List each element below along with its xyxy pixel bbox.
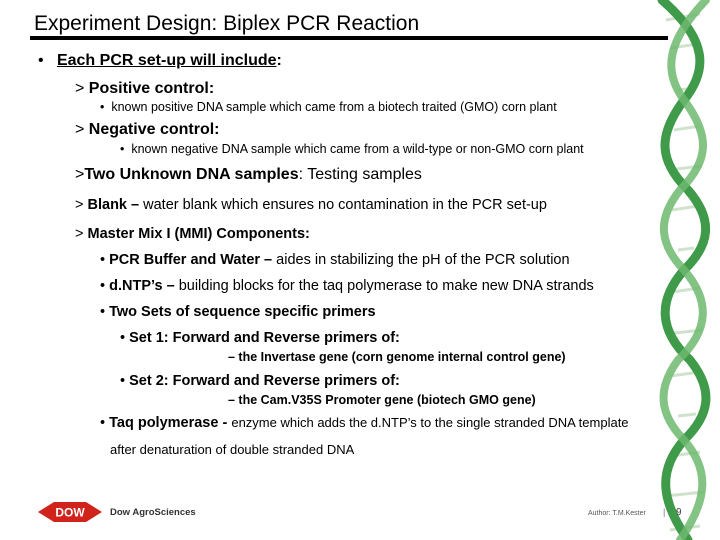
bullet: • [100, 278, 106, 294]
master-mix-item-label: PCR Buffer and Water – [109, 252, 273, 268]
master-mix-item-label: d.NTP’s – [109, 278, 175, 294]
title-underline [30, 36, 668, 40]
blank-line [75, 197, 547, 213]
taq-polymerase-text: enzyme which adds the d.NTP’s to the single stranded DNA template [231, 415, 629, 430]
dna-helix-graphic [648, 0, 720, 540]
intro-colon: : [276, 52, 282, 69]
negative-control-detail [120, 142, 584, 156]
master-mix-item-text: aides in stabilizing the pH of the PCR solution [276, 252, 570, 268]
primer-set-1 [120, 330, 400, 346]
bullet: • [100, 304, 106, 320]
marker: > [75, 226, 84, 242]
logo-word: DOW [55, 505, 85, 520]
positive-control-label: Positive control: [88, 80, 215, 97]
marker: > [75, 197, 84, 213]
primer-set-1-label: Set 1: Forward and Reverse primers of: [129, 330, 400, 346]
bullet: • [38, 52, 44, 69]
dow-diamond-logo [38, 500, 102, 524]
negative-control-text: known negative DNA sample which came from a wild-type or non-GMO corn plant [131, 142, 584, 156]
bullet: • [120, 330, 126, 346]
author-credit: Author: T.M.Kester [588, 510, 646, 517]
primer-set-2-label: Set 2: Forward and Reverse primers of: [129, 373, 400, 389]
marker: > [75, 166, 85, 183]
unknown-samples-line [75, 166, 422, 184]
intro-text: Each PCR set-up will include [56, 52, 277, 69]
primer-set-2-detail: – the Cam.V35S Promoter gene (biotech GMO gene) [228, 393, 536, 407]
primer-set-2 [120, 373, 400, 389]
taq-polymerase-line [100, 415, 629, 431]
positive-control-heading [75, 80, 214, 98]
master-mix-item [100, 278, 594, 294]
bullet: • [100, 415, 106, 431]
master-mix-item-text: building blocks for the taq polymerase to make new DNA strands [178, 278, 594, 294]
unknown-samples-text: : Testing samples [298, 166, 422, 183]
blank-label: Blank – [87, 197, 140, 213]
company-name: Dow AgroSciences [110, 507, 196, 518]
master-mix-item-label: Two Sets of sequence specific primers [109, 304, 376, 320]
marker: > [75, 121, 85, 138]
blank-text: water blank which ensures no contamination in the PCR set-up [143, 197, 547, 213]
positive-control-detail [100, 100, 557, 114]
primer-set-1-detail: – the Invertase gene (corn genome internal control gene) [228, 350, 566, 364]
positive-control-text: known positive DNA sample which came from a biotech traited (GMO) corn plant [111, 100, 557, 114]
negative-control-label: Negative control: [88, 121, 220, 138]
bullet: • [100, 100, 105, 114]
bullet: • [100, 252, 106, 268]
master-mix-item [100, 304, 376, 320]
taq-polymerase-label: Taq polymerase - [109, 415, 228, 431]
marker: > [75, 80, 85, 97]
intro-line [38, 52, 282, 70]
master-mix-label: Master Mix I (MMI) Components: [87, 226, 310, 242]
slide-title: Experiment Design: Biplex PCR Reaction [34, 12, 420, 35]
bullet: • [120, 142, 125, 156]
page-number: 9 [676, 507, 682, 518]
taq-polymerase-continuation: after denaturation of double stranded DNA [110, 442, 355, 457]
footer-separator: | [663, 507, 666, 517]
negative-control-heading [75, 121, 219, 139]
bullet: • [120, 373, 126, 389]
master-mix-item [100, 252, 570, 268]
unknown-samples-label: Two Unknown DNA samples [84, 166, 299, 183]
master-mix-heading [75, 226, 310, 242]
